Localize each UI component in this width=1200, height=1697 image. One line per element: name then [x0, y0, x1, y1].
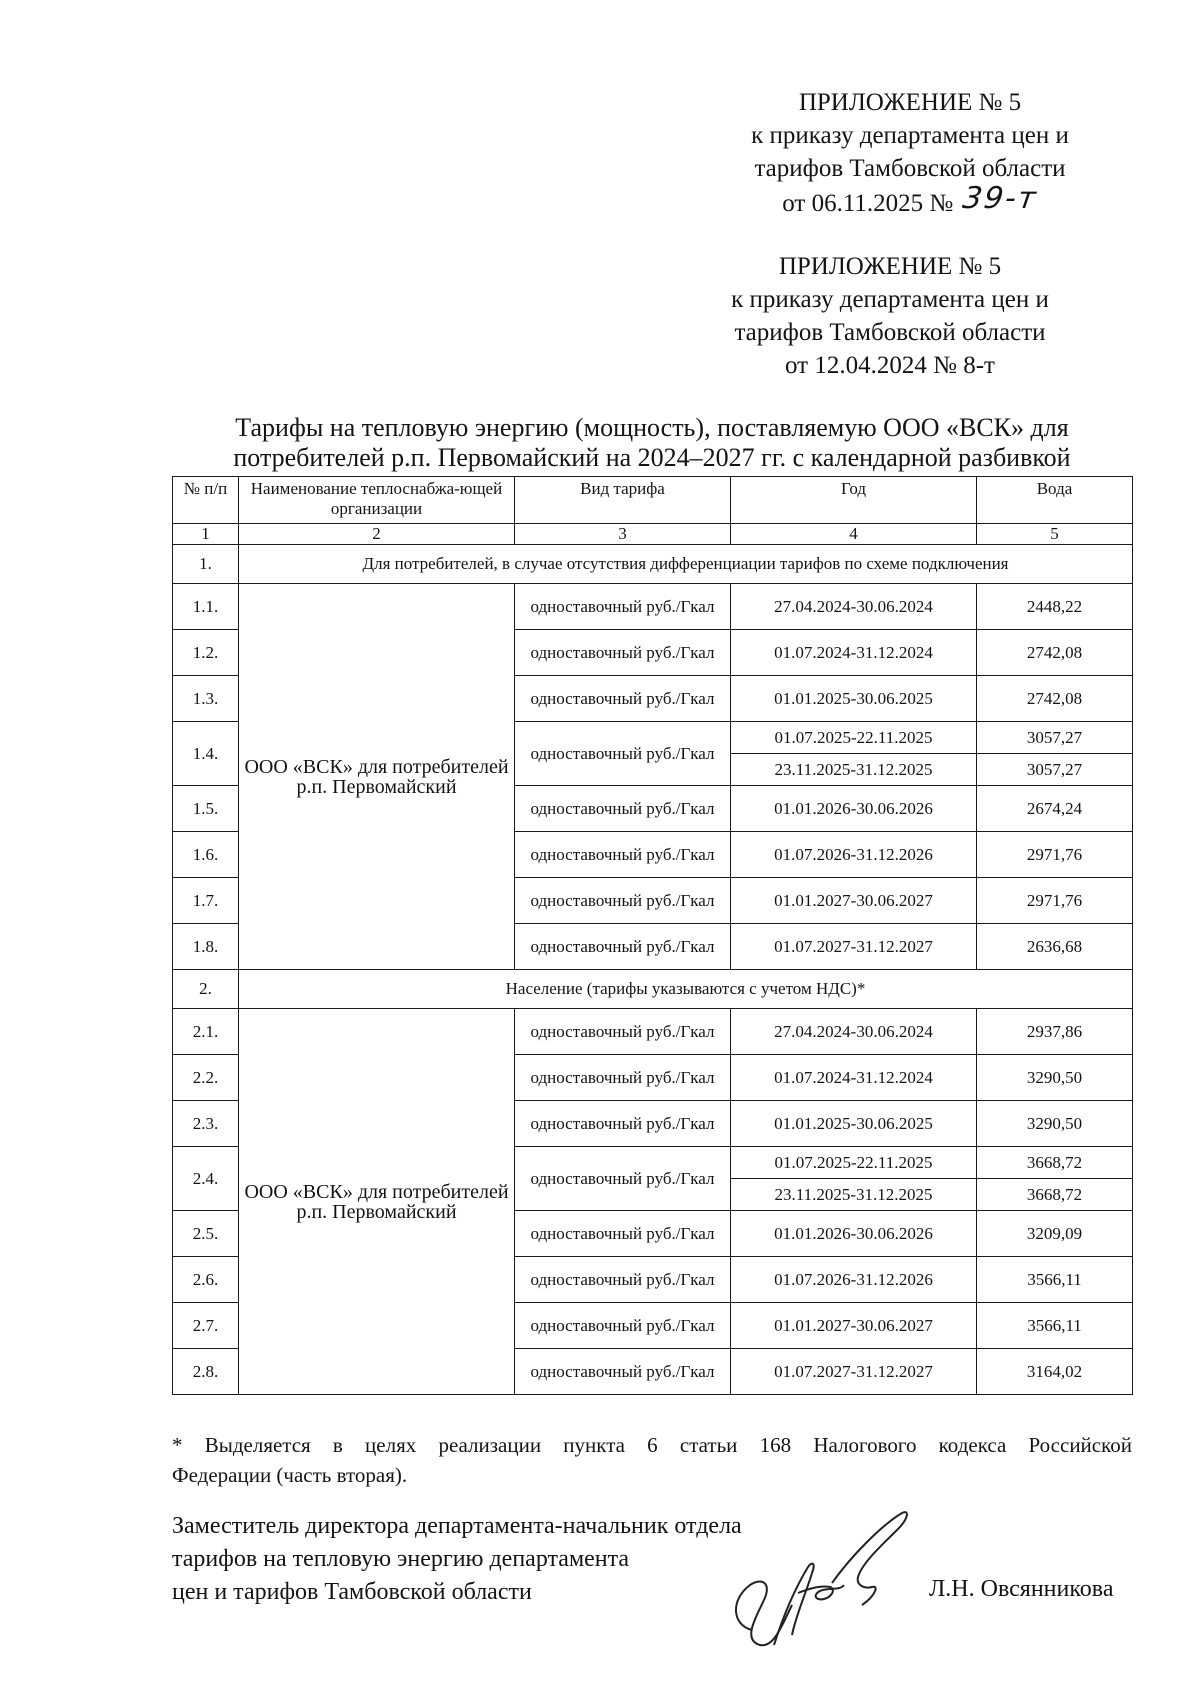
section-num: 2. — [173, 970, 239, 1009]
organization-name: ООО «ВСК» для потребителей р.п. Первомайский — [239, 584, 515, 970]
tariff-type: одноставочный руб./Гкал — [515, 630, 731, 676]
water-tariff-value: 2971,76 — [977, 832, 1133, 878]
tariff-type: одноставочный руб./Гкал — [515, 1101, 731, 1147]
row-num: 2.4. — [173, 1147, 239, 1211]
column-number: 1 — [173, 524, 239, 545]
water-tariff-value: 2971,76 — [977, 878, 1133, 924]
water-tariff-value: 3209,09 — [977, 1211, 1133, 1257]
water-tariff-value: 3290,50 — [977, 1055, 1133, 1101]
tariff-type: одноставочный руб./Гкал — [515, 1147, 731, 1211]
table-row — [173, 584, 1133, 630]
row-num: 1.7. — [173, 878, 239, 924]
row-num: 1.3. — [173, 676, 239, 722]
row-num: 1.5. — [173, 786, 239, 832]
tariff-period: 27.04.2024-30.06.2024 — [731, 1009, 977, 1055]
column-number: 3 — [515, 524, 731, 545]
signer-name: Л.Н. Овсянникова — [929, 1576, 1114, 1602]
water-tariff-value: 2674,24 — [977, 786, 1133, 832]
water-tariff-value: 3668,72 — [977, 1147, 1133, 1179]
appendix-date-prefix: от 06.11.2025 № — [782, 190, 954, 217]
header-water: Вода — [977, 477, 1133, 524]
appendix-order-line1: к приказу департамента цен и — [751, 122, 1069, 149]
tariff-type: одноставочный руб./Гкал — [515, 832, 731, 878]
tariff-period: 01.07.2024-31.12.2024 — [731, 630, 977, 676]
signature-block — [172, 1510, 742, 1609]
row-num: 1.2. — [173, 630, 239, 676]
water-tariff-value: 2937,86 — [977, 1009, 1133, 1055]
row-num: 1.4. — [173, 722, 239, 786]
footnote-line2: Федерации (часть вторая). — [172, 1463, 408, 1487]
table-row — [173, 1009, 1133, 1055]
signer-position-line3: цен и тарифов Тамбовской области — [172, 1579, 532, 1605]
tariff-type: одноставочный руб./Гкал — [515, 584, 731, 630]
tariff-period: 01.01.2025-30.06.2025 — [731, 676, 977, 722]
row-num: 2.3. — [173, 1101, 239, 1147]
tariff-period: 01.01.2025-30.06.2025 — [731, 1101, 977, 1147]
section-title: Для потребителей, в случае отсутствия дифференциации тарифов по схеме подключения — [239, 545, 1133, 584]
handwritten-signature — [712, 1505, 922, 1650]
section-num: 1. — [173, 545, 239, 584]
water-tariff-value: 3566,11 — [977, 1257, 1133, 1303]
footnote-line1: * Выделяется в целях реализации пункта 6 статьи 168 Налогового кодекса Российской — [172, 1433, 1132, 1457]
tariff-period: 01.07.2027-31.12.2027 — [731, 924, 977, 970]
tariff-period: 01.07.2024-31.12.2024 — [731, 1055, 977, 1101]
tariff-type: одноставочный руб./Гкал — [515, 676, 731, 722]
tariff-type: одноставочный руб./Гкал — [515, 1055, 731, 1101]
water-tariff-value: 2742,08 — [977, 630, 1133, 676]
tariff-period: 01.01.2027-30.06.2027 — [731, 878, 977, 924]
table-body — [173, 545, 1133, 1395]
appendix-title: ПРИЛОЖЕНИЕ № 5 — [798, 89, 1022, 116]
tariff-period: 01.07.2027-31.12.2027 — [731, 1349, 977, 1395]
tariff-period: 27.04.2024-30.06.2024 — [731, 584, 977, 630]
row-num: 1.6. — [173, 832, 239, 878]
header-year: Год — [731, 477, 977, 524]
document-title-line1: Тарифы на тепловую энергию (мощность), поставляемую ООО «ВСК» для — [235, 413, 1069, 442]
appendix-order-line1: к приказу департамента цен и — [731, 286, 1049, 313]
section-row — [173, 970, 1133, 1009]
signer-position-line1: Заместитель директора департамента-начальник отдела — [172, 1513, 742, 1539]
column-number: 2 — [239, 524, 515, 545]
tariff-period: 01.07.2025-22.11.2025 — [731, 722, 977, 754]
handwritten-order-number: 39-т — [960, 181, 1041, 216]
organization-name: ООО «ВСК» для потребителей р.п. Первомайский — [239, 1009, 515, 1395]
signer-position-line2: тарифов на тепловую энергию департамента — [172, 1546, 630, 1572]
tariff-type: одноставочный руб./Гкал — [515, 1211, 731, 1257]
appendix-order-line2: тарифов Тамбовской области — [754, 155, 1066, 182]
water-tariff-value: 2636,68 — [977, 924, 1133, 970]
tariff-period: 01.07.2025-22.11.2025 — [731, 1147, 977, 1179]
tariff-period: 23.11.2025-31.12.2025 — [731, 754, 977, 786]
tariff-period: 01.01.2027-30.06.2027 — [731, 1303, 977, 1349]
appendix-title: ПРИЛОЖЕНИЕ № 5 — [778, 253, 1002, 280]
row-num: 1.8. — [173, 924, 239, 970]
column-number-row — [173, 524, 1133, 545]
water-tariff-value: 3290,50 — [977, 1101, 1133, 1147]
tariff-type: одноставочный руб./Гкал — [515, 924, 731, 970]
column-number: 5 — [977, 524, 1133, 545]
row-num: 2.7. — [173, 1303, 239, 1349]
row-num: 2.2. — [173, 1055, 239, 1101]
water-tariff-value: 2742,08 — [977, 676, 1133, 722]
tariff-table — [172, 476, 1133, 1395]
tariff-period: 01.07.2026-31.12.2026 — [731, 832, 977, 878]
tariff-period: 01.01.2026-30.06.2026 — [731, 786, 977, 832]
footnote — [172, 1430, 1132, 1490]
row-num: 2.5. — [173, 1211, 239, 1257]
section-title: Население (тарифы указываются с учетом НДС)* — [239, 970, 1133, 1009]
water-tariff-value: 3057,27 — [977, 722, 1133, 754]
appendix-order-date — [700, 181, 1120, 220]
tariff-type: одноставочный руб./Гкал — [515, 1009, 731, 1055]
water-tariff-value: 3566,11 — [977, 1303, 1133, 1349]
tariff-type: одноставочный руб./Гкал — [515, 1303, 731, 1349]
section-row — [173, 545, 1133, 584]
tariff-type: одноставочный руб./Гкал — [515, 878, 731, 924]
header-num: № п/п — [173, 477, 239, 524]
tariff-period: 23.11.2025-31.12.2025 — [731, 1179, 977, 1211]
appendix-order-line3: от 12.04.2024 № 8-т — [785, 352, 995, 379]
water-tariff-value: 3057,27 — [977, 754, 1133, 786]
tariff-type: одноставочный руб./Гкал — [515, 1257, 731, 1303]
appendix-header-previous — [680, 250, 1100, 382]
appendix-header-current — [700, 86, 1120, 220]
row-num: 2.1. — [173, 1009, 239, 1055]
tariff-type: одноставочный руб./Гкал — [515, 722, 731, 786]
row-num: 1.1. — [173, 584, 239, 630]
water-tariff-value: 3668,72 — [977, 1179, 1133, 1211]
document-title-line2: потребителей р.п. Первомайский на 2024–2027 гг. с календарной разбивкой — [233, 443, 1071, 472]
header-type: Вид тарифа — [515, 477, 731, 524]
header-org: Наименование теплоснабжа-ющей организации — [239, 477, 515, 524]
water-tariff-value: 2448,22 — [977, 584, 1133, 630]
tariff-type: одноставочный руб./Гкал — [515, 786, 731, 832]
water-tariff-value: 3164,02 — [977, 1349, 1133, 1395]
tariff-period: 01.01.2026-30.06.2026 — [731, 1211, 977, 1257]
tariff-period: 01.07.2026-31.12.2026 — [731, 1257, 977, 1303]
column-number: 4 — [731, 524, 977, 545]
document-title — [172, 413, 1132, 473]
appendix-order-line2: тарифов Тамбовской области — [734, 319, 1046, 346]
row-num: 2.6. — [173, 1257, 239, 1303]
row-num: 2.8. — [173, 1349, 239, 1395]
table-header-row — [173, 477, 1133, 524]
tariff-type: одноставочный руб./Гкал — [515, 1349, 731, 1395]
